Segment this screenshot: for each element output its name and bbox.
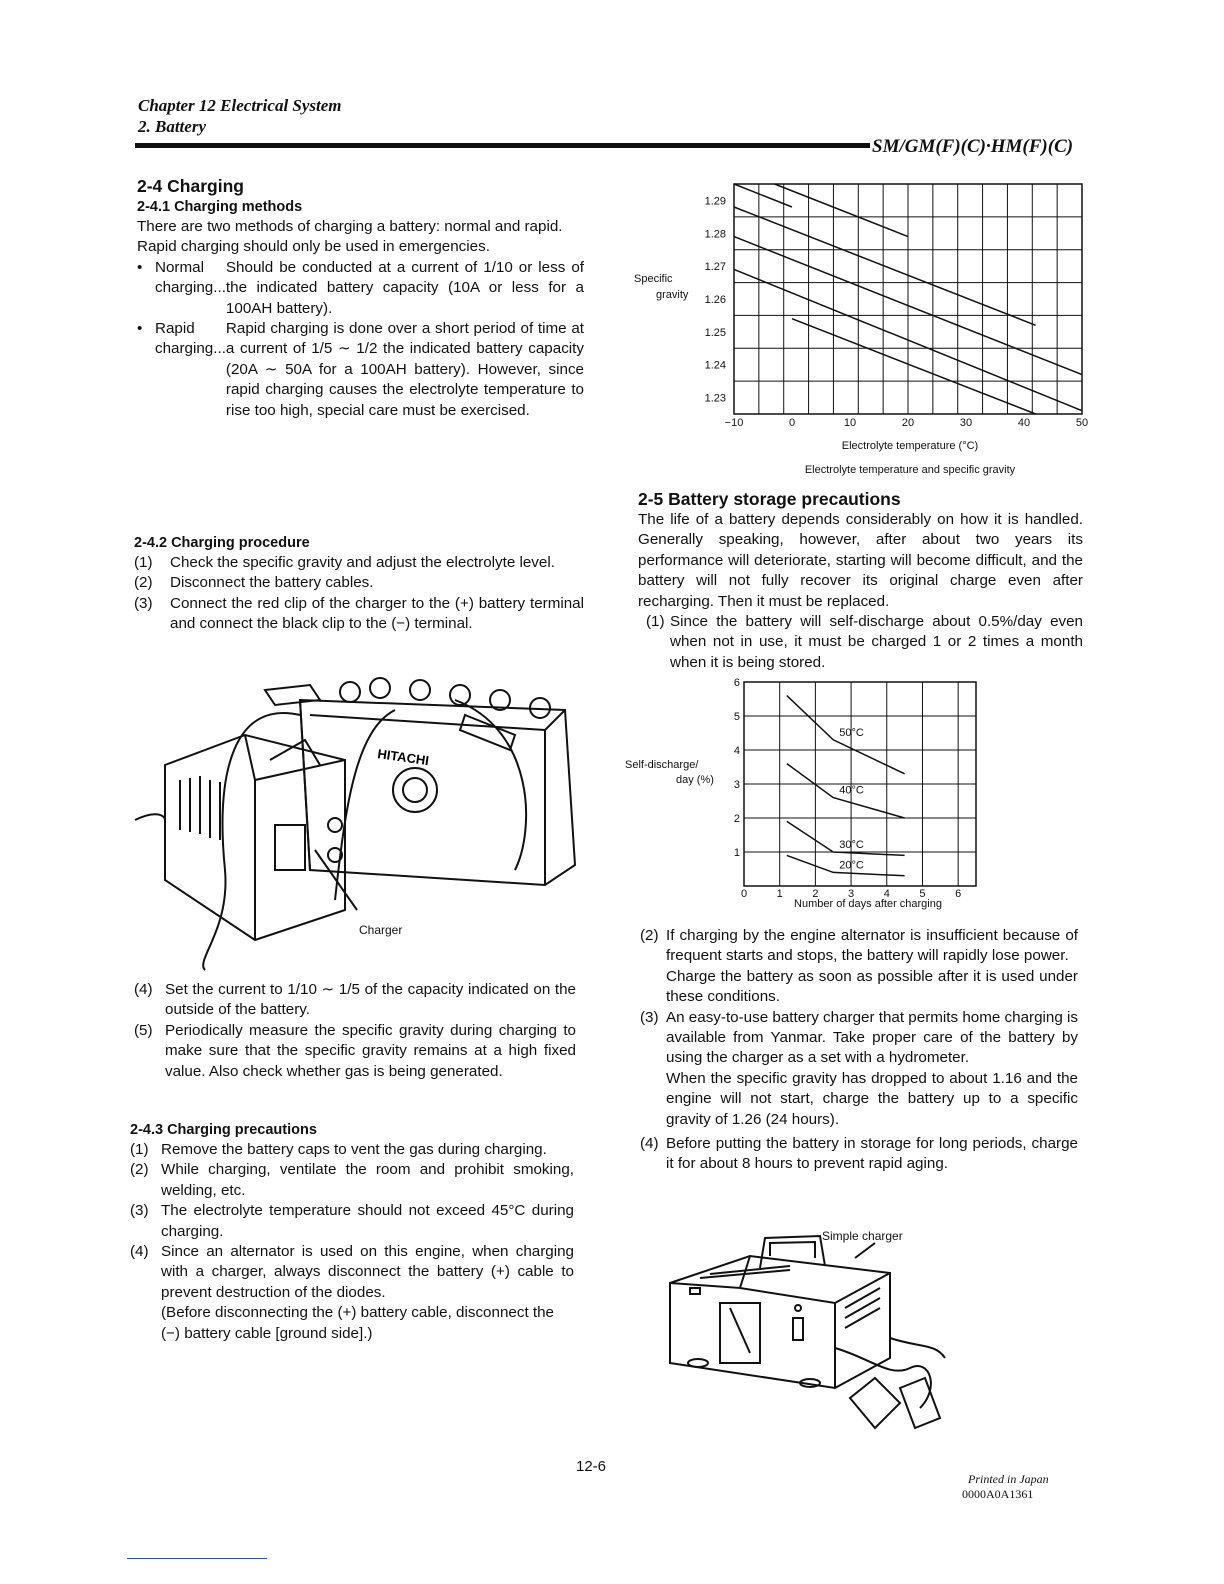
left-column-procedure-2	[134, 980, 576, 1082]
x-tick-label: 10	[843, 417, 857, 429]
procedure-item: (3) Connect the red clip of the charger to the (+) battery terminal and connect the black clip to the (−) terminal.	[134, 594, 584, 633]
methods-note: Rapid charging should only be used in emergencies.	[137, 238, 490, 256]
precaution-item: (1) Remove the battery caps to vent the gas during charging.	[130, 1141, 547, 1158]
methods-intro: There are two methods of charging a battery: normal and rapid.	[137, 218, 563, 235]
self-discharge-chart	[620, 672, 1000, 917]
chapter-title: Chapter 12 Electrical System	[138, 96, 342, 115]
rapid-charging-text: Rapid charging is done over a short period of time at a current of 1/5 ∼ 1/2 the indicated battery capacity (20A ∼ 50A for a 100AH battery). However, since rapid charging causes the electrolyte temperature to rise too high, special care must be exercised.	[225, 320, 584, 419]
y-axis-label-1: Self-discharge/	[625, 759, 699, 771]
document-code: 0000A0A1361	[962, 1487, 1034, 1501]
battery-charger-illustration	[135, 670, 585, 975]
model-code: SM/GM(F)(C)·HM(F)(C)	[872, 136, 1074, 157]
storage-item: (2) If charging by the engine alternator is insufficient because of frequent starts and stops, the battery will rapidly lose power. Charge the battery as soon as possible after it is used under these conditions.	[640, 927, 1078, 1006]
subheading-charging-procedure: 2-4.2 Charging procedure	[134, 535, 310, 551]
y-tick-label: 6	[733, 677, 740, 689]
storage-item: (3) An easy-to-use battery charger that permits home charging is available from Yanmar. Take proper care of the battery by using the charger as a set with a hydrometer. When the specific gravity has dropped to about 1.16 and the engine will not start, charge the battery up to a specific gravity of 1.26 (24 hours).	[640, 1008, 1078, 1128]
x-tick-label: 0	[740, 888, 748, 900]
x-tick-label: 5	[919, 888, 926, 900]
y-tick-label: 1.29	[704, 195, 726, 208]
left-column-top	[137, 175, 584, 421]
section-heading-charging: 2-4 Charging	[137, 176, 244, 196]
y-tick-label: 2	[733, 813, 740, 825]
storage-intro: The life of a battery depends considerably on how it is handled. Generally speaking, however, after about two years its performance will deteriorate, starting will become difficult, and the battery will not fully recover its original charge even after recharging. Then it must be replaced.	[638, 511, 1083, 610]
left-column-procedure	[134, 533, 584, 635]
simple-charger-illustration	[660, 1228, 960, 1438]
y-tick-label: 1	[733, 847, 740, 859]
series-label: 20°C	[839, 859, 864, 872]
section-heading-storage: 2-5 Battery storage precautions	[638, 489, 901, 509]
x-tick-label: 40	[1017, 417, 1031, 429]
y-tick-label: 4	[733, 745, 740, 757]
charger-label: Charger	[359, 923, 403, 937]
x-tick-label: −10	[724, 417, 744, 429]
series-label: 30°C	[839, 839, 864, 851]
precaution-item: (4) Since an alternator is used on this engine, when charging with a charger, always disconnect the battery (+) cable to prevent destruction of the diodes.	[130, 1243, 574, 1301]
series-label: 50°C	[839, 726, 864, 739]
x-tick-label: 30	[959, 417, 973, 429]
simple-charger-label: Simple charger	[822, 1229, 903, 1243]
subheading-charging-precautions: 2-4.3 Charging precautions	[130, 1122, 317, 1138]
x-tick-label: 6	[955, 888, 962, 900]
x-tick-label: 0	[788, 417, 796, 429]
y-tick-label: 5	[733, 711, 740, 723]
storage-item: (1) Since the battery will self-discharge about 0.5%/day even when not in use, it must be charged 1 or 2 times a month when it is being stored.	[646, 613, 1083, 671]
chart-grid	[734, 184, 1082, 414]
y-tick-label: 1.26	[704, 294, 726, 306]
chart-title: Electrolyte temperature and specific gravity	[804, 464, 1016, 476]
y-tick-label: 1.23	[704, 392, 726, 405]
x-tick-label: 20	[901, 417, 915, 429]
x-tick-label: 3	[848, 888, 855, 900]
y-tick-label: 1.25	[704, 326, 726, 339]
precaution-item: (3) The electrolyte temperature should not exceed 45°C during charging.	[130, 1202, 574, 1240]
normal-charging-text: Should be conducted at a current of 1/10 or less of the indicated battery capacity (10A or less for a 100AH battery).	[225, 258, 584, 317]
section-title: 2. Battery	[138, 117, 206, 136]
printed-in-japan: Printed in Japan	[968, 1472, 1049, 1486]
series-line-6	[792, 319, 1036, 414]
procedure-item: (4) Set the current to 1/10 ∼ 1/5 of the capacity indicated on the outside of the battery.	[134, 981, 576, 1019]
series-line-2	[775, 184, 908, 237]
normal-charging-label: Normal charging...	[155, 258, 226, 297]
procedure-item: (2) Disconnect the battery cables.	[134, 574, 374, 592]
x-tick-label: 2	[812, 888, 819, 900]
x-tick-label: 1	[776, 888, 783, 900]
precaution-item: (2) While charging, ventilate the room and prohibit smoking, welding, etc.	[130, 1161, 574, 1199]
y-tick-label: 3	[733, 779, 740, 791]
bullet: •	[137, 320, 143, 338]
procedure-item: (5) Periodically measure the specific gravity during charging to make sure that the specific gravity remains at a high fixed value. Also check whether gas is being generated.	[134, 1021, 576, 1080]
x-axis-label: Number of days after charging	[794, 898, 942, 910]
list-item-rapid-charging	[137, 319, 584, 421]
storage-item: (4) Before putting the battery in storage for long periods, charge it for about 8 hours to prevent rapid aging.	[640, 1135, 1078, 1173]
footer-rule	[127, 1558, 267, 1559]
y-axis-label-1: Specific	[634, 273, 673, 285]
series-label: 40°C	[839, 784, 864, 797]
rapid-charging-label: Rapid charging...	[155, 320, 226, 358]
x-tick-label: 50	[1075, 417, 1089, 429]
left-column-precautions	[130, 1120, 574, 1344]
series-line-3	[734, 207, 1036, 325]
y-tick-label: 1.24	[704, 359, 726, 372]
y-tick-label: 1.28	[704, 228, 726, 241]
x-tick-label: 4	[883, 888, 890, 900]
header-rule	[135, 143, 870, 148]
subheading-charging-methods: 2-4.1 Charging methods	[137, 199, 303, 215]
precaution-note: (Before disconnecting the (+) battery cable, disconnect the (−) battery cable [ground side].)	[161, 1304, 554, 1342]
right-column-items	[640, 926, 1078, 1175]
page-number: 12-6	[576, 1458, 607, 1475]
y-axis-label-2: day (%)	[676, 774, 714, 786]
bullet: •	[137, 258, 143, 276]
x-axis-label: Electrolyte temperature (°C)	[841, 440, 979, 452]
y-tick-label: 1.27	[704, 261, 726, 274]
right-column-storage	[638, 488, 1083, 673]
specific-gravity-chart	[620, 170, 1090, 480]
battery-brand: HITACHI	[376, 746, 430, 769]
y-axis-label-2: gravity	[656, 289, 689, 301]
procedure-item: (1) Check the specific gravity and adjust the electrolyte level.	[134, 554, 555, 571]
list-item-normal-charging	[137, 258, 584, 319]
